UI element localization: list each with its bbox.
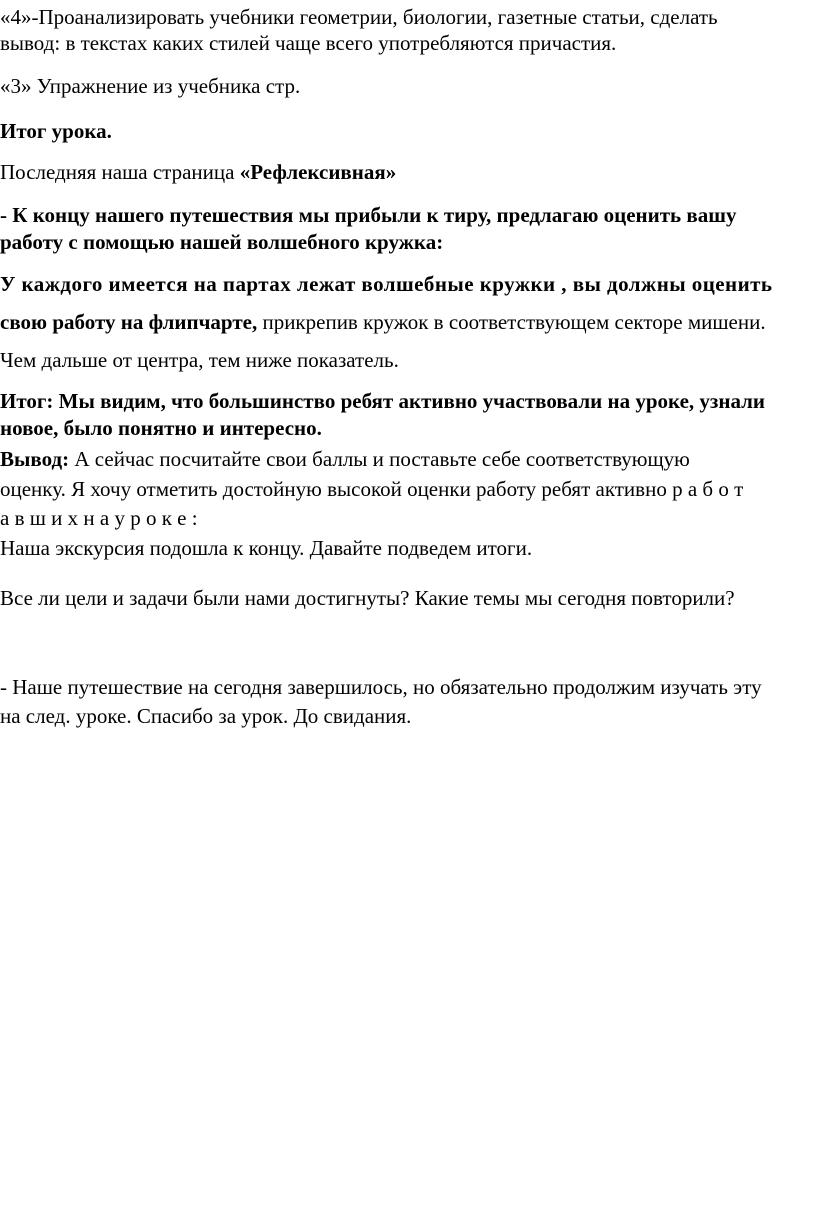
result-line-1: Итог: Мы видим, что большинство ребят активно участвовали на уроке, узнали — [0, 389, 766, 413]
last-page-text: Последняя наша страница — [0, 160, 240, 184]
conclusion-text: А сейчас посчитайте свои баллы и поставьте себе соответствующую — [69, 447, 690, 471]
excursion-paragraph: Наша экскурсия подошла к концу. Давайте подведем итоги. — [0, 536, 533, 560]
conclusion-line-2: оценку. Я хочу отметить достойную высокой оценки работу ребят активно р а б о т — [0, 477, 744, 501]
conclusion-line-3: а в ш и х н а у р о к е : — [0, 506, 198, 530]
task-4-line-2: вывод: в текстах каких стилей чаще всего употребляются причастия. — [0, 31, 617, 55]
conclusion-label: Вывод: — [0, 447, 70, 471]
journey-line-2: работу с помощью нашей волшебного кружка: — [0, 230, 444, 254]
result-line-2: новое, было понятно и интересно. — [0, 416, 322, 440]
center-paragraph: Чем дальше от центра, тем ниже показатель. — [0, 348, 399, 372]
journey-line-1: - К концу нашего путешествия мы прибыли к тиру, предлагаю оценить вашу — [0, 203, 737, 227]
circles-line-1: У каждого имеется на партах лежат волшебные кружки , вы должны оценить — [0, 272, 773, 296]
questions-paragraph: Все ли цели и задачи были нами достигнуты? Какие темы мы сегодня повторили? — [0, 586, 735, 610]
task-4-line-1: «4»-Проанализировать учебники геометрии, биологии, газетные статьи, сделать — [0, 5, 718, 29]
circles-bold-text: свою работу на флипчарте, — [0, 310, 258, 334]
ending-line-1: - Наше путешествие на сегодня завершилось, но обязательно продолжим изучать эту — [0, 675, 762, 699]
last-page-bold: «Рефлексивная» — [239, 160, 397, 184]
last-page-paragraph — [0, 159, 396, 185]
task-3-paragraph: «3» Упражнение из учебника стр. — [0, 74, 301, 98]
lesson-summary-heading: Итог урока. — [0, 119, 112, 143]
conclusion-line-1 — [0, 446, 690, 472]
circles-rest-text: прикрепив кружок в соответствующем секторе мишени. — [257, 310, 766, 334]
ending-line-2: на след. уроке. Спасибо за урок. До свидания. — [0, 704, 412, 728]
circles-line-2 — [0, 309, 766, 335]
